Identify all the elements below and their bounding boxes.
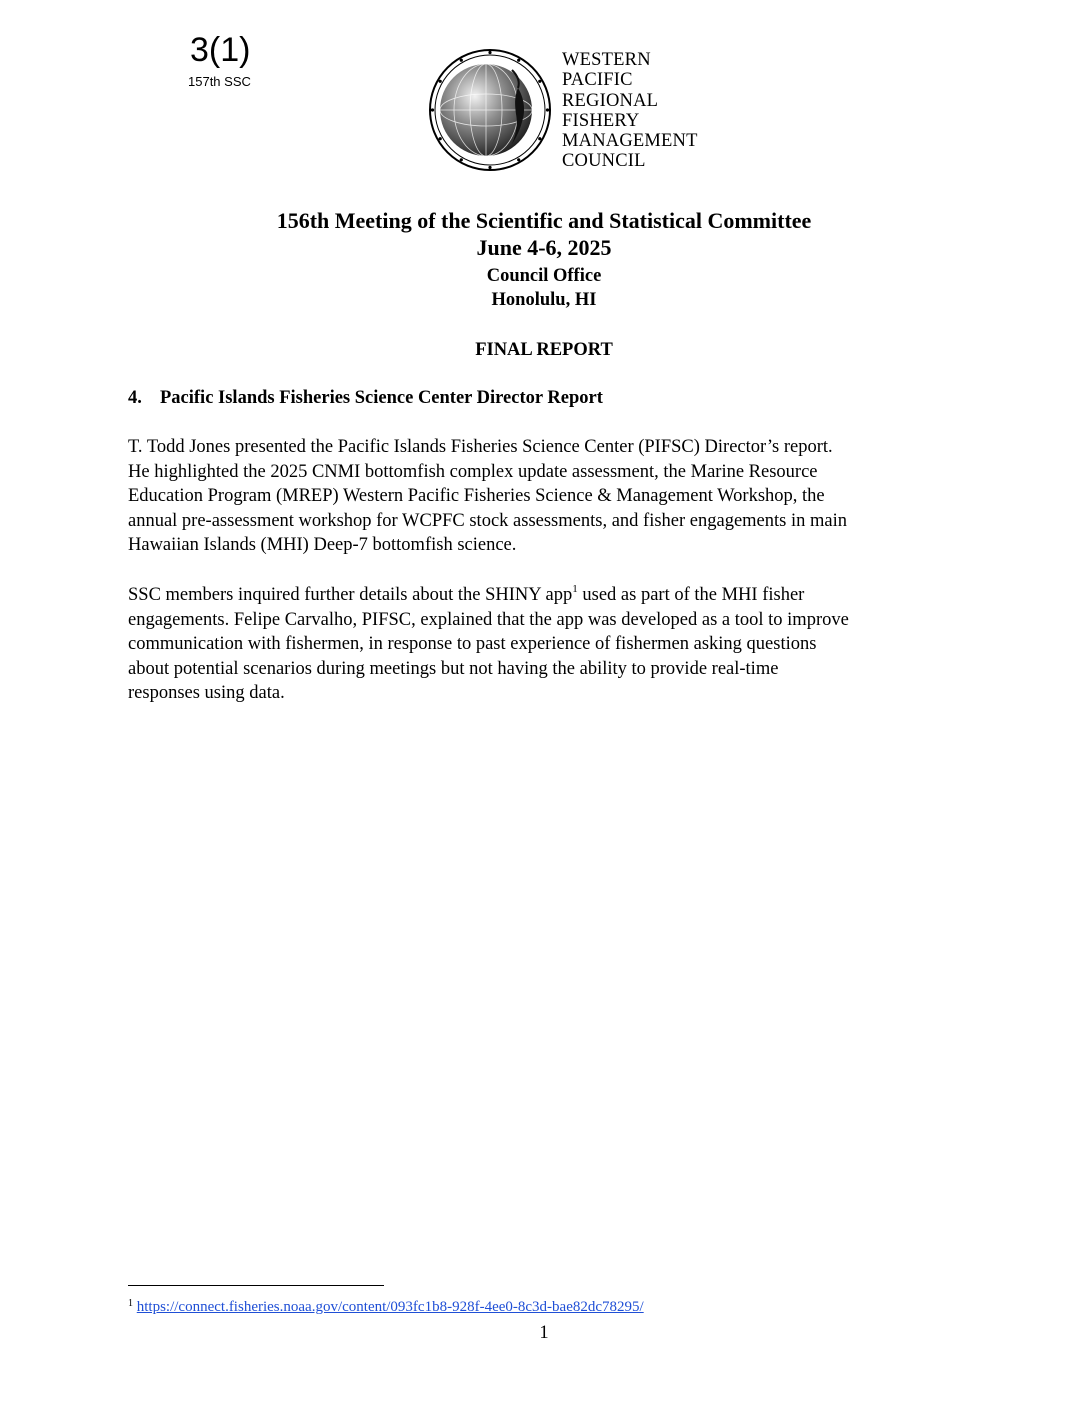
meeting-location: Council Office: [486, 266, 602, 286]
footnote-marker: 1: [128, 1298, 133, 1309]
footnote-separator: [128, 1285, 384, 1286]
section-title: Pacific Islands Fisheries Science Center Director Report: [160, 388, 603, 408]
org-line: FISHERY: [562, 110, 640, 131]
org-line: REGIONAL: [562, 90, 659, 111]
page-number: 1: [539, 1323, 549, 1343]
paragraph-line: He highlighted the 2025 CNMI bottomfish complex update assessment, the Marine Resource: [128, 461, 818, 482]
paragraph-text: SSC members inquired further details about the SHINY app: [128, 585, 573, 605]
section-number: 4.: [128, 388, 142, 408]
paragraph-line: Education Program (MREP) Western Pacific Fisheries Science & Management Workshop, the: [128, 486, 825, 507]
paragraph-shiny-app: [128, 583, 968, 706]
org-line: MANAGEMENT: [562, 131, 698, 152]
paragraph-line: responses using data.: [128, 683, 285, 704]
paragraph-line: engagements. Felipe Carvalho, PIFSC, explained that the app was developed as a tool to improve: [128, 609, 849, 630]
org-line: PACIFIC: [562, 70, 633, 91]
footnote-link[interactable]: https://connect.fisheries.noaa.gov/content/093fc1b8-928f-4ee0-8c3d-bae82dc78295/: [136, 1299, 644, 1315]
paragraph-line: T. Todd Jones presented the Pacific Islands Fisheries Science Center (PIFSC) Director’s report.: [128, 437, 833, 457]
org-line: COUNCIL: [562, 151, 646, 172]
paragraph-line: Hawaiian Islands (MHI) Deep-7 bottomfish science.: [128, 535, 517, 556]
agenda-meeting-label: 157th SSC: [188, 74, 251, 89]
footnote: [128, 1297, 644, 1317]
paragraph-line: about potential scenarios during meetings but not having the ability to provide real-time: [128, 658, 779, 679]
paragraph-line: annual pre-assessment workshop for WCPFC stock assessments, and fisher engagements in main: [128, 510, 847, 531]
organization-name: [562, 50, 698, 172]
agenda-item-number: 3(1): [190, 31, 251, 69]
meeting-title: 156th Meeting of the Scientific and Statistical Committee: [276, 208, 812, 233]
paragraph-line: communication with fishermen, in response to past experience of fishermen asking questions: [128, 634, 817, 655]
paragraph-line: [128, 583, 968, 608]
paragraph-text: used as part of the MHI fisher: [577, 585, 805, 605]
report-type: FINAL REPORT: [475, 340, 613, 360]
paragraph-director-report: [128, 435, 968, 558]
footnote-reference[interactable]: 1: [572, 583, 578, 595]
org-line: WESTERN: [562, 50, 651, 70]
meeting-date: June 4-6, 2025: [476, 235, 612, 260]
council-logo: [428, 48, 552, 172]
meeting-city: Honolulu, HI: [491, 290, 597, 310]
section-heading: [128, 386, 603, 410]
